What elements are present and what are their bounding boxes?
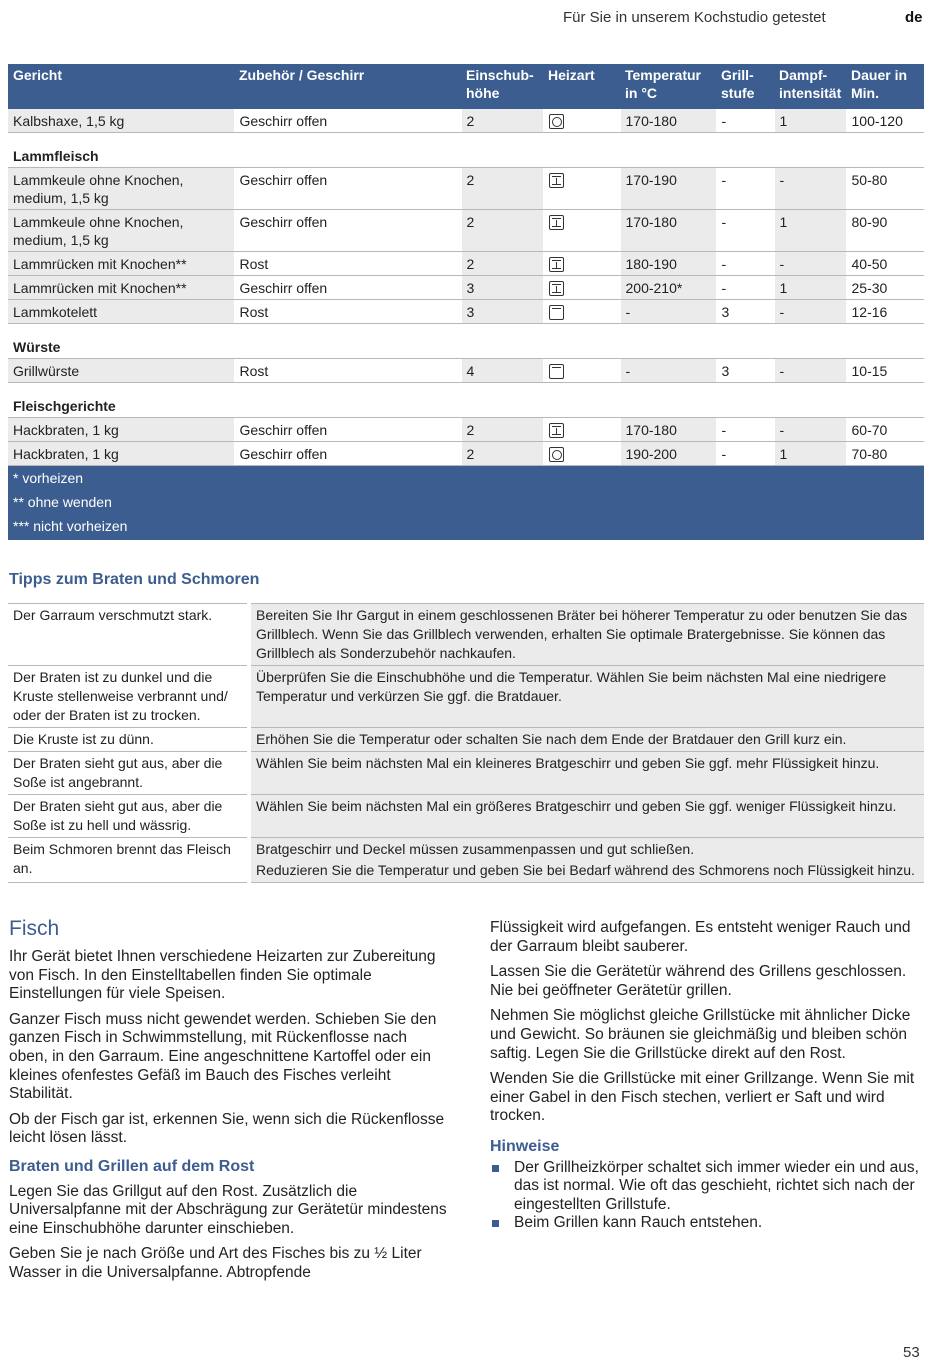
table-cell: 1 (774, 109, 846, 133)
table-group-row (8, 133, 924, 168)
paragraph: Legen Sie das Grillgut auf den Rost. Zusätzlich die Universalpfanne mit der Abschrägung zur Gerätetür mindestens eine Einschubhöhe darunter einschieben. (9, 1182, 447, 1237)
top-bottom-heat-icon (549, 257, 564, 272)
heating-mode-cell (543, 300, 620, 324)
heating-mode-cell (543, 210, 620, 252)
heating-mode-cell (543, 418, 620, 442)
table-cell: 3 (461, 300, 543, 324)
tip-solution (249, 728, 924, 752)
table-cell: Rost (234, 359, 461, 383)
table-cell: Lammkotelett (8, 300, 234, 324)
table-row (8, 442, 924, 466)
tip-problem: Die Kruste ist zu dünn. (8, 728, 249, 752)
paragraph: Ganzer Fisch muss nicht gewendet werden. Schieben Sie den ganzen Fisch in Schwimmstellung, mit Rückenflosse nach oben, in den Garraum. Eine angeschnittene Kartoffel oder ein kleines ofenfestes Gefäß im Bauch des Fisches verleiht Stabilität. (9, 1010, 437, 1103)
tip-row (8, 752, 924, 795)
table-row (8, 252, 924, 276)
table-cell: - (620, 300, 716, 324)
table-cell: Geschirr offen (234, 418, 461, 442)
table-cell: 2 (461, 109, 543, 133)
table-cell: 3 (461, 276, 543, 300)
tip-row (8, 795, 924, 838)
table-cell: 2 (461, 442, 543, 466)
table-cell: Geschirr offen (234, 109, 461, 133)
tip-problem: Der Braten sieht gut aus, aber die Soße ist angebrannt. (8, 752, 249, 795)
footnote-row (8, 514, 924, 540)
table-cell: - (774, 418, 846, 442)
table-cell: - (774, 359, 846, 383)
table-row (8, 418, 924, 442)
table-cell: 3 (716, 359, 774, 383)
table-group-row (8, 324, 924, 359)
group-label: Würste (8, 324, 924, 359)
tips-table (8, 603, 924, 883)
running-header-title: Für Sie in unserem Kochstudio getestet (563, 9, 826, 26)
settings-table (8, 64, 924, 540)
table-cell: - (774, 168, 846, 210)
grill-icon (549, 305, 564, 320)
tip-solution-text: Bereiten Sie Ihr Gargut in einem geschlossenen Bräter bei höherer Temperatur zu oder benutzen Sie das Grillblech. Wenn Sie das Grillblech verwenden, erhalten Sie optimale Bratergebnisse. Sie können das Grillblech als Sonderzubehör nachkaufen. (256, 607, 908, 661)
table-cell: Lammrücken mit Knochen** (8, 252, 234, 276)
table-cell: 170-180 (620, 418, 716, 442)
tip-solution-text: Überprüfen Sie die Einschubhöhe und die Temperatur. Wählen Sie beim nächsten Mal eine niedrigere Temperatur und verkürzen Sie ggf. die Bratdauer. (256, 669, 887, 704)
fish-right-column (490, 919, 922, 1233)
table-cell: Geschirr offen (234, 168, 461, 210)
table-cell: 1 (774, 276, 846, 300)
bullet-item: Der Grillheizkörper schaltet sich immer wieder ein und aus, das ist normal. Wie oft das geschieht, richtet sich nach der eingestellten Grillstufe. (490, 1159, 922, 1215)
top-bottom-heat-icon (549, 215, 564, 230)
table-cell: 170-180 (620, 109, 716, 133)
table-cell: 10-15 (846, 359, 924, 383)
table-cell: 170-190 (620, 168, 716, 210)
tip-solution (249, 838, 924, 883)
tip-row (8, 604, 924, 666)
top-bottom-heat-icon (549, 281, 564, 296)
table-cell: - (716, 168, 774, 210)
top-bottom-heat-icon (549, 173, 564, 188)
paragraph: Lassen Sie die Gerätetür während des Grillens geschlossen. Nie bei geöffneter Gerätetür grillen. (490, 963, 907, 999)
footnote-row (8, 490, 924, 514)
table-row (8, 168, 924, 210)
subsection-title: Braten und Grillen auf dem Rost (9, 1157, 255, 1175)
table-cell: Geschirr offen (234, 210, 461, 252)
circulating-air-icon (549, 447, 564, 462)
table-cell: - (620, 359, 716, 383)
tip-solution-text: Bratgeschirr und Deckel müssen zusammenpassen und gut schließen. (256, 841, 695, 857)
table-cell: Lammrücken mit Knochen** (8, 276, 234, 300)
top-bottom-heat-icon (549, 423, 564, 438)
table-cell: 170-180 (620, 210, 716, 252)
col-header: Einschub- höhe (461, 64, 543, 109)
footnote: * vorheizen (8, 466, 924, 491)
table-cell: 2 (461, 210, 543, 252)
table-row (8, 276, 924, 300)
table-cell: 1 (774, 442, 846, 466)
language-tag: de (905, 9, 923, 26)
tips-heading: Tipps zum Braten und Schmoren (9, 571, 260, 588)
tip-row (8, 666, 924, 728)
tip-row (8, 728, 924, 752)
table-cell: 4 (461, 359, 543, 383)
tip-solution-text: Reduzieren Sie die Temperatur und geben Sie bei Bedarf während des Schmorens noch Flüssigkeit hinzu. (256, 862, 915, 878)
tip-solution (249, 795, 924, 838)
col-header: Zubehör / Geschirr (234, 64, 461, 109)
col-header: Grill- stufe (716, 64, 774, 109)
table-cell: - (716, 210, 774, 252)
table-cell: 2 (461, 252, 543, 276)
col-header: Gericht (8, 64, 234, 109)
table-cell: Geschirr offen (234, 276, 461, 300)
paragraph: Wenden Sie die Grillstücke mit einer Grillzange. Wenn Sie mit einer Gabel in den Fisch stechen, verliert er Saft und wird trocken. (490, 1070, 915, 1125)
table-cell: 2 (461, 418, 543, 442)
bullet-item: Beim Grillen kann Rauch entstehen. (490, 1214, 922, 1233)
footnote-row (8, 466, 924, 491)
table-cell: 50-80 (846, 168, 924, 210)
paragraph: Nehmen Sie möglichst gleiche Grillstücke mit ähnlicher Dicke und Gewicht. So bräunen sie gleichmäßig und bleiben schön saftig. Legen Sie die Grillstücke direkt auf den Rost. (490, 1007, 911, 1062)
table-row (8, 210, 924, 252)
footnote: ** ohne wenden (8, 490, 924, 514)
table-cell: 2 (461, 168, 543, 210)
tip-solution (249, 752, 924, 795)
table-cell: 60-70 (846, 418, 924, 442)
table-cell: Kalbshaxe, 1,5 kg (8, 109, 234, 133)
table-row (8, 109, 924, 133)
tip-row (8, 838, 924, 883)
col-header: Dauer in Min. (846, 64, 924, 109)
heating-mode-cell (543, 276, 620, 300)
table-cell: Lammkeule ohne Knochen, medium, 1,5 kg (8, 168, 234, 210)
paragraph: Ihr Gerät bietet Ihnen verschiedene Heizarten zur Zubereitung von Fisch. In den Einstelltabellen finden Sie optimale Einstellungen für viele Speisen. (9, 948, 436, 1003)
page-number: 53 (903, 1344, 920, 1361)
heating-mode-cell (543, 442, 620, 466)
table-cell: 70-80 (846, 442, 924, 466)
table-cell: Rost (234, 300, 461, 324)
col-header: Dampf- intensität (774, 64, 846, 109)
tip-problem: Beim Schmoren brennt das Fleisch an. (8, 838, 249, 883)
table-row (8, 300, 924, 324)
heating-mode-cell (543, 168, 620, 210)
table-cell: - (716, 276, 774, 300)
heating-mode-cell (543, 109, 620, 133)
tip-solution-text: Wählen Sie beim nächsten Mal ein größeres Bratgeschirr und geben Sie ggf. weniger Flüssigkeit hinzu. (256, 798, 897, 814)
table-cell: - (716, 442, 774, 466)
table-cell: Geschirr offen (234, 442, 461, 466)
tip-solution (249, 604, 924, 666)
heating-mode-cell (543, 359, 620, 383)
table-cell: - (774, 252, 846, 276)
fish-section-title: Fisch (9, 917, 60, 940)
table-cell: - (774, 300, 846, 324)
table-cell: 80-90 (846, 210, 924, 252)
paragraph: Geben Sie je nach Größe und Art des Fisches bis zu ½ Liter Wasser in die Universalpfanne. Abtropfende (9, 1245, 422, 1281)
table-row (8, 359, 924, 383)
table-cell: 190-200 (620, 442, 716, 466)
heating-mode-cell (543, 252, 620, 276)
table-cell: Grillwürste (8, 359, 234, 383)
table-cell: Hackbraten, 1 kg (8, 442, 234, 466)
fish-left-column (9, 918, 449, 1290)
table-cell: 1 (774, 210, 846, 252)
grill-icon (549, 364, 564, 379)
circulating-air-icon (549, 114, 564, 129)
table-cell: 200-210* (620, 276, 716, 300)
group-label: Fleischgerichte (8, 383, 924, 418)
table-cell: - (716, 418, 774, 442)
col-header: Temperatur in °C (620, 64, 716, 109)
tip-problem: Der Garraum verschmutzt stark. (8, 604, 249, 666)
table-cell: Hackbraten, 1 kg (8, 418, 234, 442)
table-cell: Rost (234, 252, 461, 276)
table-cell: - (716, 252, 774, 276)
col-header: Heizart (543, 64, 620, 109)
table-cell: 180-190 (620, 252, 716, 276)
notes-title: Hinweise (490, 1137, 560, 1155)
tip-solution-text: Erhöhen Sie die Temperatur oder schalten Sie nach dem Ende der Bratdauer den Grill kurz ein. (256, 731, 847, 747)
tip-solution (249, 666, 924, 728)
table-cell: 40-50 (846, 252, 924, 276)
table-cell: 12-16 (846, 300, 924, 324)
table-group-row (8, 383, 924, 418)
table-cell: - (716, 109, 774, 133)
table-header-row (8, 64, 924, 109)
paragraph: Flüssigkeit wird aufgefangen. Es entsteht weniger Rauch und der Garraum bleibt sauberer. (490, 919, 911, 955)
tip-problem: Der Braten ist zu dunkel und die Kruste stellenweise verbrannt und/ oder der Braten ist zu trocken. (8, 666, 249, 728)
paragraph: Ob der Fisch gar ist, erkennen Sie, wenn sich die Rückenflosse leicht lösen lässt. (9, 1110, 445, 1147)
tip-solution-text: Wählen Sie beim nächsten Mal ein kleineres Bratgeschirr und geben Sie ggf. mehr Flüssigkeit hinzu. (256, 755, 880, 771)
table-cell: 100-120 (846, 109, 924, 133)
table-cell: 3 (716, 300, 774, 324)
table-cell: Lammkeule ohne Knochen, medium, 1,5 kg (8, 210, 234, 252)
group-label: Lammfleisch (8, 133, 924, 168)
footnote: *** nicht vorheizen (8, 514, 924, 540)
table-cell: 25-30 (846, 276, 924, 300)
tip-problem: Der Braten sieht gut aus, aber die Soße ist zu hell und wässrig. (8, 795, 249, 838)
